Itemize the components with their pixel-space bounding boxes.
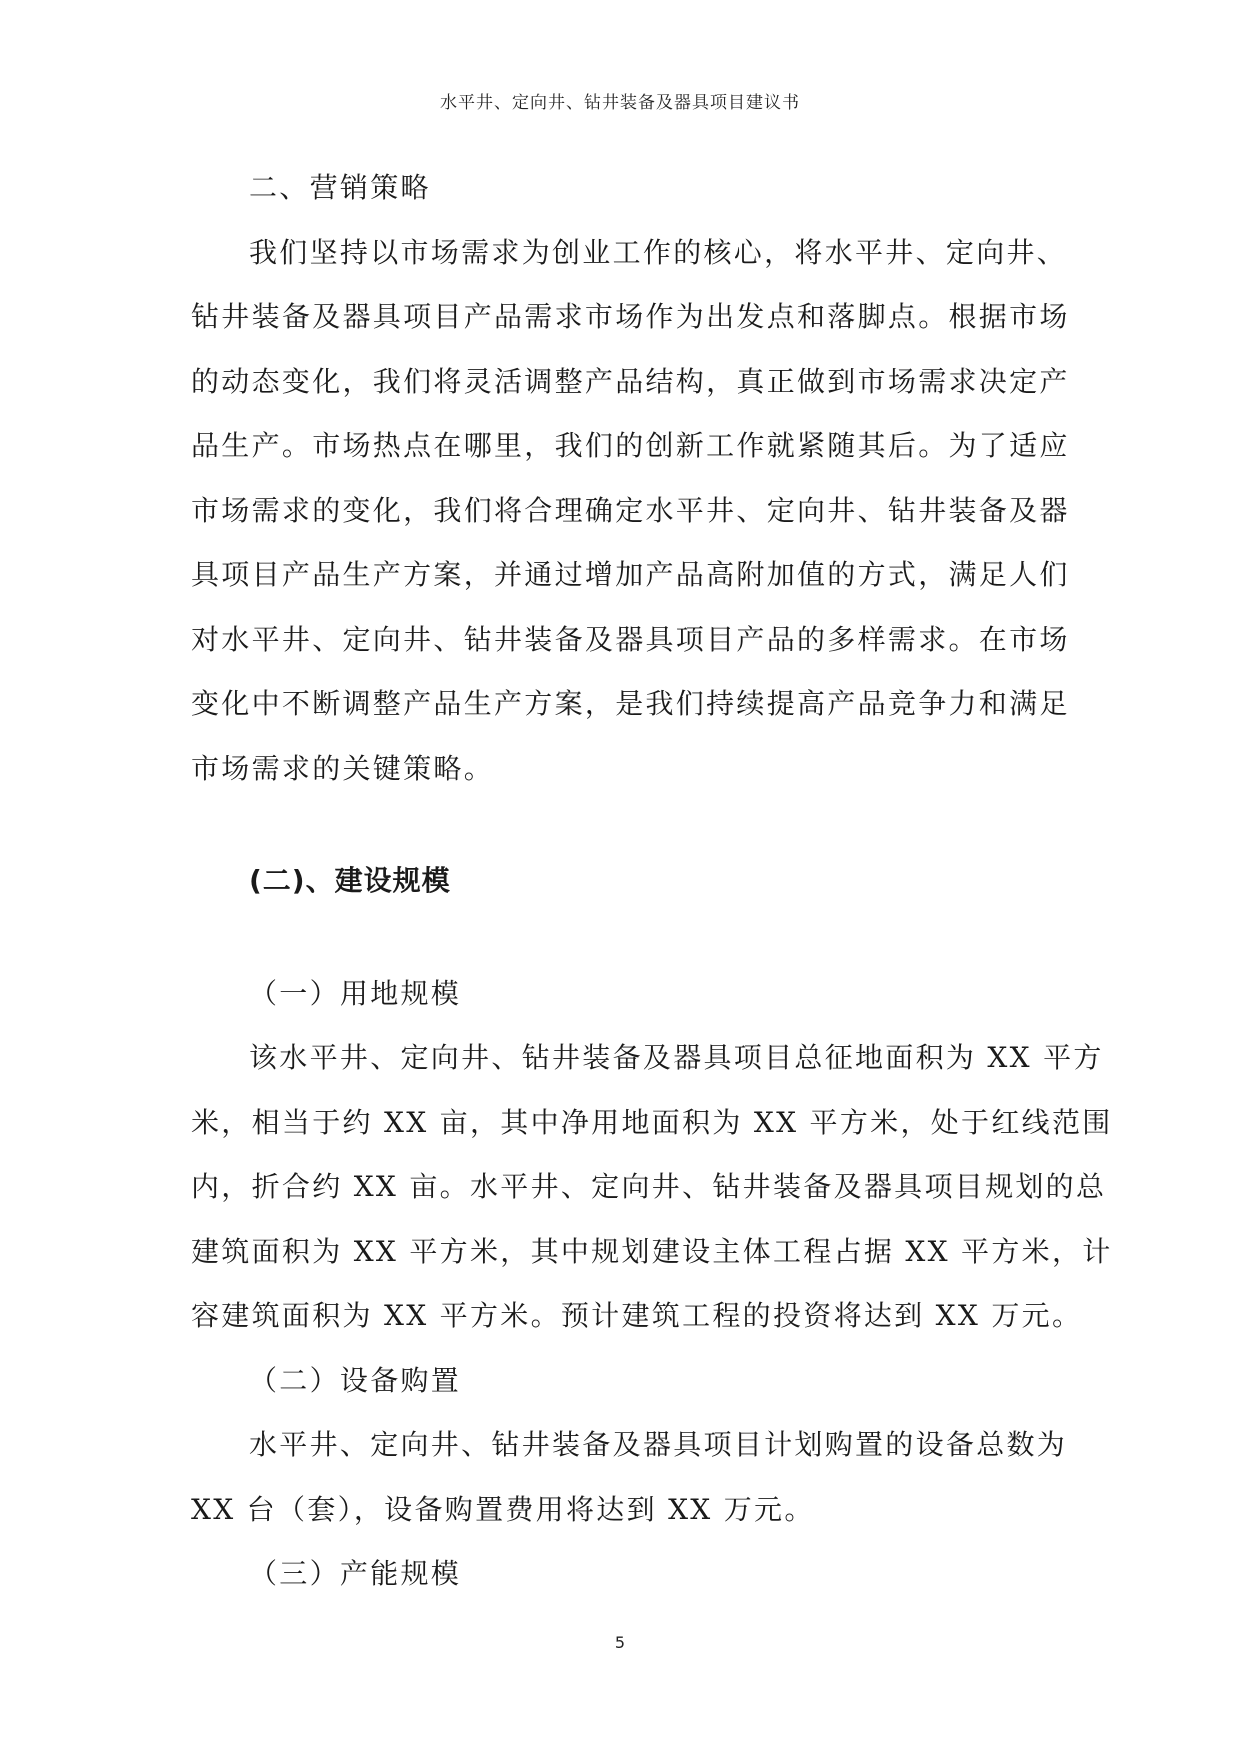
paragraph-land-scale [191, 1026, 1113, 1349]
subheading-equipment: （二）设备购置 [249, 1363, 462, 1397]
page-header: 水平井、定向井、钻井装备及器具项目建议书 [440, 93, 800, 113]
paragraph-line: 水平井、定向井、钻井装备及器具项目计划购置的设备总数为 [249, 1428, 1068, 1461]
paragraph-line: 具项目产品生产方案，并通过增加产品高附加值的方式，满足人们 [191, 558, 1070, 591]
subheading-land-scale: （一）用地规模 [249, 976, 462, 1010]
paragraph-line: 建筑面积为 XX 平方米，其中规划建设主体工程占据 XX 平方米，计 [191, 1234, 1113, 1268]
spacer [191, 801, 1059, 849]
paragraph-line: 内，折合约 XX 亩。水平井、定向井、钻井装备及器具项目规划的总 [191, 1170, 1107, 1203]
paragraph-line: XX 台（套），设备购置费用将达到 XX 万元。 [191, 1492, 815, 1526]
paragraph-line: 钻井装备及器具项目产品需求市场作为出发点和落脚点。根据市场 [191, 300, 1070, 333]
paragraph-line: 市场需求的关键策略。 [191, 751, 495, 785]
paragraph-equipment [191, 1413, 1068, 1542]
section-heading-construction-scale: (二)、建设规模 [249, 864, 451, 897]
paragraph-line: 对水平井、定向井、钻井装备及器具项目产品的多样需求。在市场 [191, 622, 1070, 656]
paragraph-line: 品生产。市场热点在哪里，我们的创新工作就紧随其后。为了适应 [191, 429, 1070, 462]
paragraph-line: 我们坚持以市场需求为创业工作的核心，将水平井、定向井、 [249, 235, 1068, 269]
document-body [191, 156, 1113, 1607]
section-heading-marketing: 二、营销策略 [249, 171, 431, 204]
paragraph-line: 变化中不断调整产品生产方案，是我们持续提高产品竞争力和满足 [191, 687, 1070, 720]
paragraph-line: 的动态变化，我们将灵活调整产品结构，真正做到市场需求决定产 [191, 364, 1070, 398]
paragraph-line: 米，相当于约 XX 亩，其中净用地面积为 XX 平方米，处于红线范围 [191, 1105, 1113, 1139]
page-number: 5 [614, 1633, 626, 1652]
paragraph-line: 容建筑面积为 XX 平方米。预计建筑工程的投资将达到 XX 万元。 [191, 1299, 1083, 1332]
paragraph-line: 市场需求的变化，我们将合理确定水平井、定向井、钻井装备及器 [191, 493, 1070, 527]
subheading-capacity: （三）产能规模 [249, 1557, 462, 1590]
paragraph-marketing [191, 221, 1070, 802]
paragraph-line: 该水平井、定向井、钻井装备及器具项目总征地面积为 XX 平方 [249, 1041, 1104, 1074]
spacer [191, 914, 1059, 962]
